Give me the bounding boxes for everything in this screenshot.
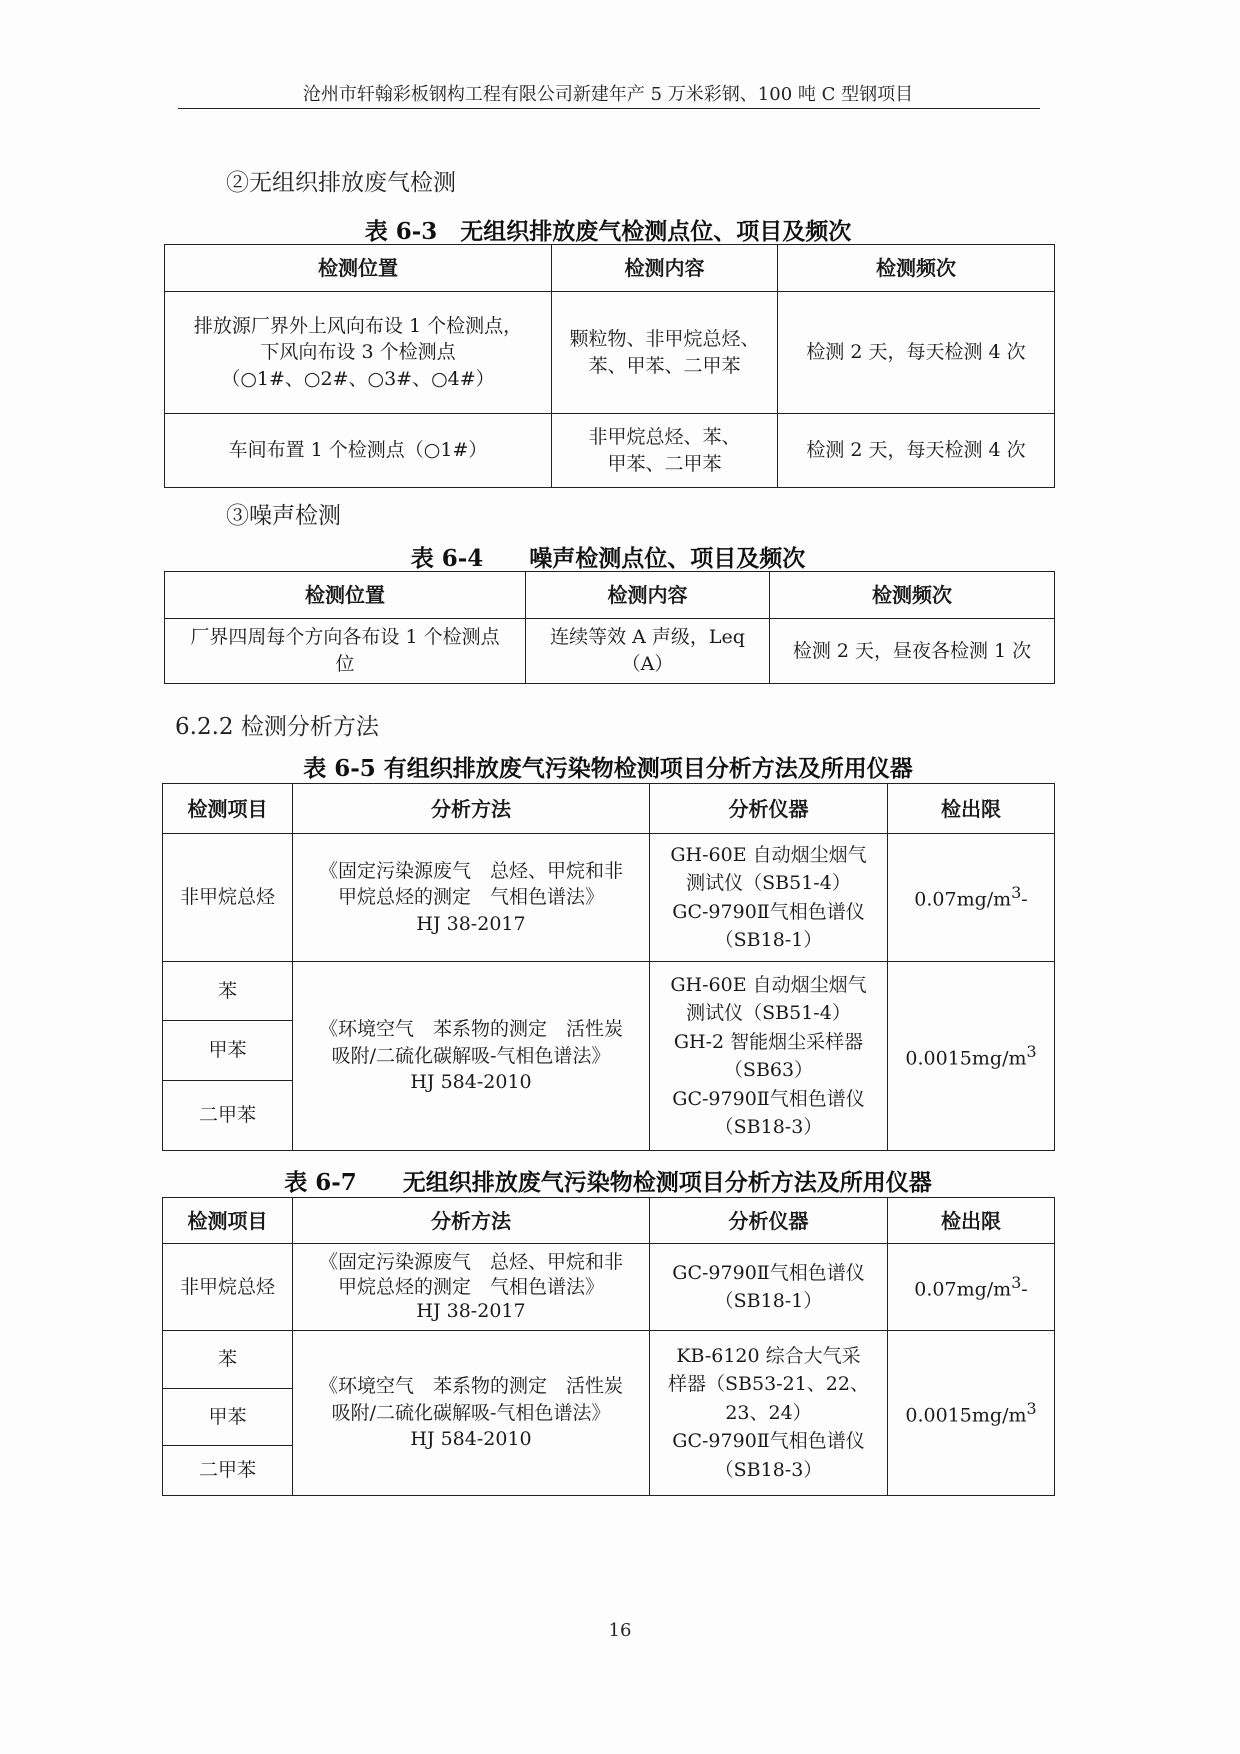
table-cell-frequency: 检测 2 天，每天检测 4 次	[778, 414, 1055, 488]
cell-line: HJ 38-2017	[416, 1300, 526, 1323]
table-cell-frequency: 检测 2 天，昼夜各检测 1 次	[770, 619, 1055, 684]
page-number: 16	[608, 1620, 632, 1641]
cell-line: 排放源厂界外上风向布设 1 个检测点，	[193, 314, 523, 337]
cell-line: 测试仪（SB51-4）	[686, 872, 851, 894]
table-header-cell: 检测项目	[163, 784, 293, 834]
table-header-cell: 分析仪器	[650, 784, 888, 834]
cell-line: 下风向布设 3 个检测点	[260, 341, 456, 364]
table-row	[163, 834, 1055, 962]
table-cell-content	[526, 619, 770, 684]
table-header-cell: 检出限	[888, 784, 1055, 834]
table-cell-limit	[888, 1244, 1055, 1331]
cell-line: GH-2 智能烟尘采样器	[673, 1030, 864, 1053]
cell-line: GH-60E 自动烟尘烟气	[670, 973, 867, 996]
running-header: 沧州市轩翰彩板钢构工程有限公司新建年产 5 万米彩钢、100 吨 C 型钢项目	[302, 84, 914, 105]
cell-line: 位	[335, 653, 355, 675]
section-fugitive-gas: ②无组织排放废气检测	[226, 170, 456, 196]
limit-exponent: 3	[1026, 1041, 1037, 1061]
table-cell-item: 二甲苯	[163, 1081, 293, 1151]
table-cell-content	[552, 414, 778, 488]
table-row	[163, 1244, 1055, 1331]
table-row	[163, 1198, 1055, 1244]
cell-line: GH-60E 自动烟尘烟气	[670, 843, 867, 866]
cell-line: 甲苯、二甲苯	[607, 452, 722, 475]
table-header-cell: 分析仪器	[650, 1198, 888, 1244]
cell-line: GC-9790Ⅱ气相色谱仪	[672, 1261, 865, 1284]
table-cell-item: 甲苯	[163, 1021, 293, 1081]
table-cell-location	[165, 619, 526, 684]
limit-value: 0.0015mg/m	[905, 1046, 1027, 1069]
table-cell-item: 非甲烷总烃	[163, 834, 293, 962]
cell-line: （○1#、○2#、○3#、○4#）	[221, 367, 495, 390]
cell-line: 苯、甲苯、二甲苯	[588, 354, 741, 377]
table-cell-method	[293, 1331, 650, 1496]
cell-line: 23、24）	[725, 1401, 812, 1424]
table-cell-content	[552, 292, 778, 414]
cell-line: GC-9790Ⅱ气相色谱仪	[672, 1430, 865, 1453]
header-rule	[178, 108, 1040, 109]
table-header-cell: 检测位置	[165, 572, 526, 619]
table-6-3-caption: 表 6-3 无组织排放废气检测点位、项目及频次	[364, 218, 852, 245]
cell-line: 《固定污染源废气 总烃、甲烷和非	[318, 859, 623, 882]
cell-line: GC-9790Ⅱ气相色谱仪	[672, 900, 865, 923]
cell-line: 《环境空气 苯系物的测定 活性炭	[318, 1018, 623, 1041]
table-cell-limit	[888, 1331, 1055, 1496]
table-header-cell: 检测位置	[165, 245, 552, 292]
cell-line: 车间布置 1 个检测点（○1#）	[228, 439, 488, 462]
table-cell-limit	[888, 962, 1055, 1151]
table-row	[165, 292, 1055, 414]
limit-value: 0.07mg/m	[914, 1277, 1012, 1300]
cell-line: 《环境空气 苯系物的测定 活性炭	[318, 1375, 623, 1398]
limit-value: 0.07mg/m	[914, 888, 1012, 911]
table-row	[163, 962, 1055, 1021]
table-6-5-caption: 表 6-5 有组织排放废气污染物检测项目分析方法及所用仪器	[303, 755, 913, 782]
table-cell-item: 苯	[163, 1331, 293, 1389]
cell-line: （A）	[621, 653, 674, 675]
limit-suffix: -	[1021, 888, 1028, 911]
limit-exponent: 3	[1026, 1398, 1037, 1418]
cell-line: 非甲烷总烃、苯、	[588, 425, 741, 448]
cell-line: HJ 584-2010	[410, 1071, 532, 1094]
section-analysis-methods: 6.2.2 检测分析方法	[175, 714, 379, 740]
table-cell-method	[293, 834, 650, 962]
cell-line: KB-6120 综合大气采	[676, 1344, 861, 1367]
table-row	[163, 784, 1055, 834]
table-header-cell: 检测内容	[526, 572, 770, 619]
table-6-7	[162, 1197, 1055, 1496]
table-header-cell: 检测频次	[770, 572, 1055, 619]
table-6-4-caption: 表 6-4 噪声检测点位、项目及频次	[410, 545, 806, 572]
table-header-cell: 分析方法	[293, 784, 650, 834]
table-cell-location	[165, 414, 552, 488]
table-cell-location	[165, 292, 552, 414]
cell-line: HJ 38-2017	[416, 912, 526, 935]
table-cell-limit	[888, 834, 1055, 962]
table-cell-item: 非甲烷总烃	[163, 1244, 293, 1331]
cell-line: 吸附/二硫化碳解吸-气相色谱法》	[331, 1044, 611, 1067]
cell-line: 样器（SB53-21、22、	[668, 1373, 869, 1396]
cell-line: （SB18-3）	[714, 1458, 823, 1481]
cell-line: 甲烷总烃的测定 气相色谱法》	[337, 1275, 604, 1298]
table-cell-method	[293, 962, 650, 1151]
table-header-cell: 检测内容	[552, 245, 778, 292]
table-header-cell: 检测项目	[163, 1198, 293, 1244]
table-header-cell: 检出限	[888, 1198, 1055, 1244]
table-cell-item: 苯	[163, 962, 293, 1021]
table-cell-instrument	[650, 962, 888, 1151]
limit-exponent: 3	[1011, 1272, 1022, 1292]
table-row	[165, 245, 1055, 292]
cell-line: 甲烷总烃的测定 气相色谱法》	[337, 886, 604, 909]
table-6-3	[164, 244, 1055, 488]
table-6-4	[164, 571, 1055, 684]
cell-line: 厂界四周每个方向各布设 1 个检测点	[190, 626, 500, 649]
table-row	[165, 619, 1055, 684]
table-row	[165, 572, 1055, 619]
table-cell-instrument	[650, 1244, 888, 1331]
cell-line: 《固定污染源废气 总烃、甲烷和非	[318, 1250, 623, 1273]
cell-line: （SB63）	[723, 1059, 814, 1081]
table-cell-item: 甲苯	[163, 1389, 293, 1446]
table-6-7-caption: 表 6-7 无组织排放废气污染物检测项目分析方法及所用仪器	[284, 1169, 932, 1196]
cell-line: 吸附/二硫化碳解吸-气相色谱法》	[331, 1401, 611, 1424]
cell-line: （SB18-1）	[714, 929, 823, 951]
table-header-cell: 检测频次	[778, 245, 1055, 292]
cell-line: GC-9790Ⅱ气相色谱仪	[672, 1087, 865, 1110]
cell-line: 连续等效 A 声级，Leq	[550, 626, 745, 649]
cell-line: 颗粒物、非甲烷总烃、	[569, 327, 760, 350]
limit-exponent: 3	[1011, 883, 1022, 903]
table-cell-instrument	[650, 1331, 888, 1496]
cell-line: HJ 584-2010	[410, 1428, 532, 1451]
limit-suffix: -	[1021, 1277, 1028, 1300]
table-cell-method	[293, 1244, 650, 1331]
table-row	[163, 1331, 1055, 1389]
limit-value: 0.0015mg/m	[905, 1403, 1027, 1426]
table-cell-instrument	[650, 834, 888, 962]
table-row	[165, 414, 1055, 488]
table-cell-frequency: 检测 2 天，每天检测 4 次	[778, 292, 1055, 414]
cell-line: （SB18-3）	[714, 1116, 823, 1138]
table-header-cell: 分析方法	[293, 1198, 650, 1244]
section-noise: ③噪声检测	[226, 503, 341, 529]
cell-line: 测试仪（SB51-4）	[686, 1002, 851, 1024]
table-cell-item: 二甲苯	[163, 1446, 293, 1496]
table-6-5	[162, 783, 1055, 1151]
cell-line: （SB18-1）	[714, 1290, 823, 1312]
